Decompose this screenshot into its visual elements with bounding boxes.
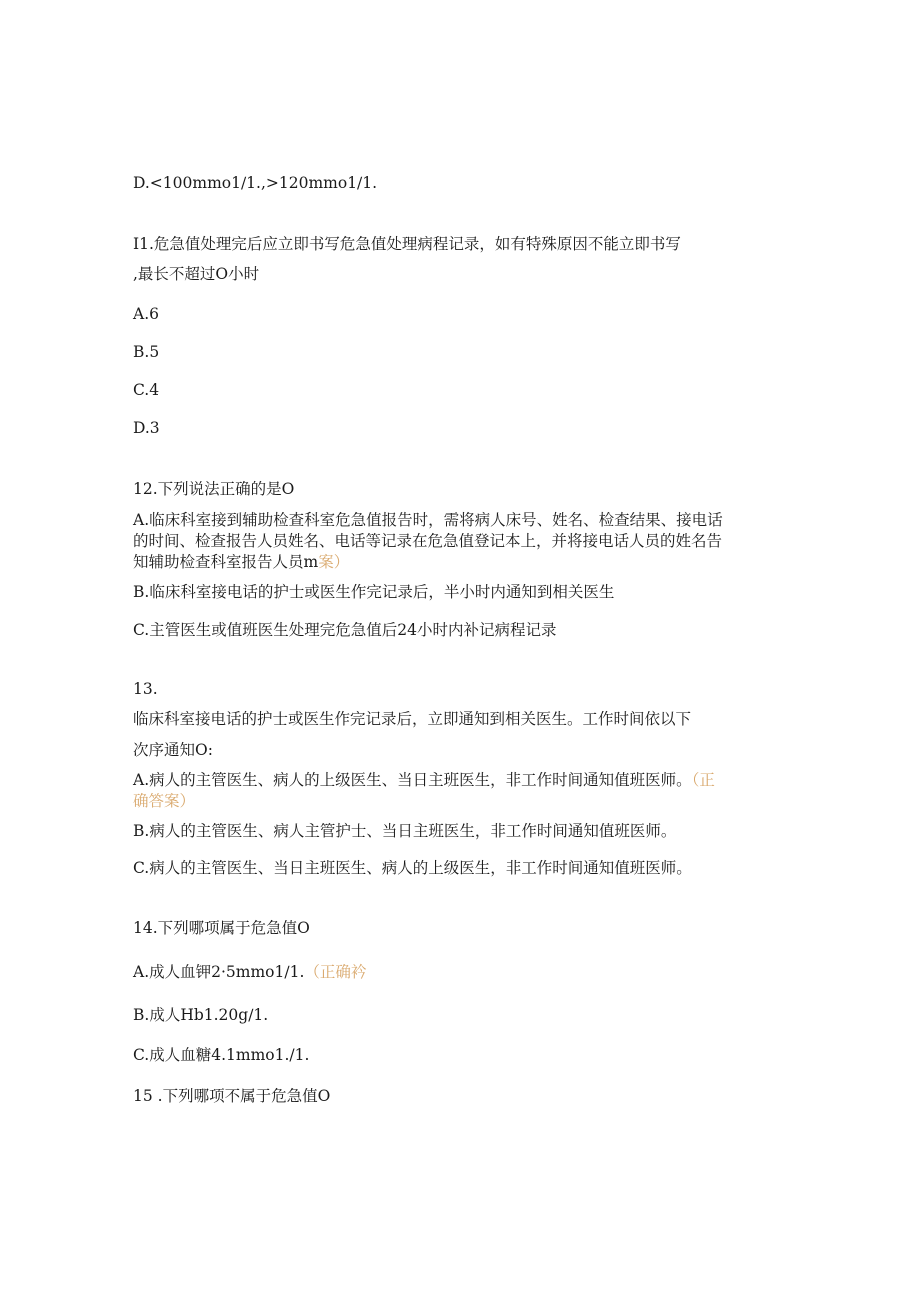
- q12-option-a-text: 知辅助检查科室报告人员m: [133, 553, 319, 571]
- q12-stem: 12.下列说法正确的是O: [133, 480, 295, 498]
- q12-option-c: C.主管医生或值班医生处理完危急值后24小时内补记病程记录: [133, 621, 557, 639]
- q11-stem-line1: I1.危急值处理完后应立即书写危急值处理病程记录，如有特殊原因不能立即书写: [133, 235, 681, 253]
- q12-option-b: B.临床科室接电话的护士或医生作完记录后，半小时内通知到相关医生: [133, 583, 615, 601]
- q13-stem-line1: 临床科室接电话的护士或医生作完记录后，立即通知到相关医生。工作时间依以下: [133, 710, 692, 728]
- q12-option-a-line1: A.临床科室接到辅助检查科室危急值报告时，需将病人床号、姓名、检查结果、接电话: [133, 511, 723, 529]
- q13-option-b: B.病人的主管医生、病人主管护士、当日主班医生，非工作时间通知值班医师。: [133, 822, 677, 840]
- q13-answer-mark-start: （正: [691, 771, 715, 789]
- q11-option-d: D.3: [133, 419, 160, 437]
- q10-option-d: D.<100mmo1∕1.,>120mmo1∕1.: [133, 174, 378, 192]
- q11-option-b: B.5: [133, 343, 160, 361]
- q14-option-b: B.成人Hb1.20g∕1.: [133, 1006, 269, 1024]
- q12-option-a-line3: [133, 552, 349, 572]
- q13-stem-line2: 次序通知O:: [133, 741, 213, 759]
- q14-answer-mark: （正确衿: [304, 963, 367, 981]
- q12-answer-mark: 案）: [318, 553, 350, 571]
- q11-option-c: C.4: [133, 381, 160, 399]
- q14-option-a: [133, 962, 366, 982]
- q13-option-c: C.病人的主管医生、当日主班医生、病人的上级医生，非工作时间通知值班医师。: [133, 859, 692, 877]
- q13-answer-mark-end: 确答案）: [133, 792, 196, 810]
- q12-option-a-line2: 的时间、检查报告人员姓名、电话等记录在危急值登记本上，并将接电话人员的姓名告: [133, 532, 723, 550]
- q14-stem: 14.下列哪项属于危急值O: [133, 919, 310, 937]
- q14-option-a-text: A.成人血钾2·5mmo1∕1.: [133, 963, 305, 981]
- q13-number: 13.: [133, 680, 158, 698]
- q13-option-a-line1: [133, 770, 715, 790]
- q11-option-a: A.6: [133, 305, 159, 323]
- q11-stem-line2: ,最长不超过O小时: [133, 265, 260, 283]
- q15-stem: 15 .下列哪项不属于危急值O: [133, 1087, 331, 1105]
- q14-option-c: C.成人血糖4.1mmo1./1.: [133, 1046, 310, 1064]
- q13-option-a-text: A.病人的主管医生、病人的上级医生、当日主班医生，非工作时间通知值班医师。: [133, 771, 692, 789]
